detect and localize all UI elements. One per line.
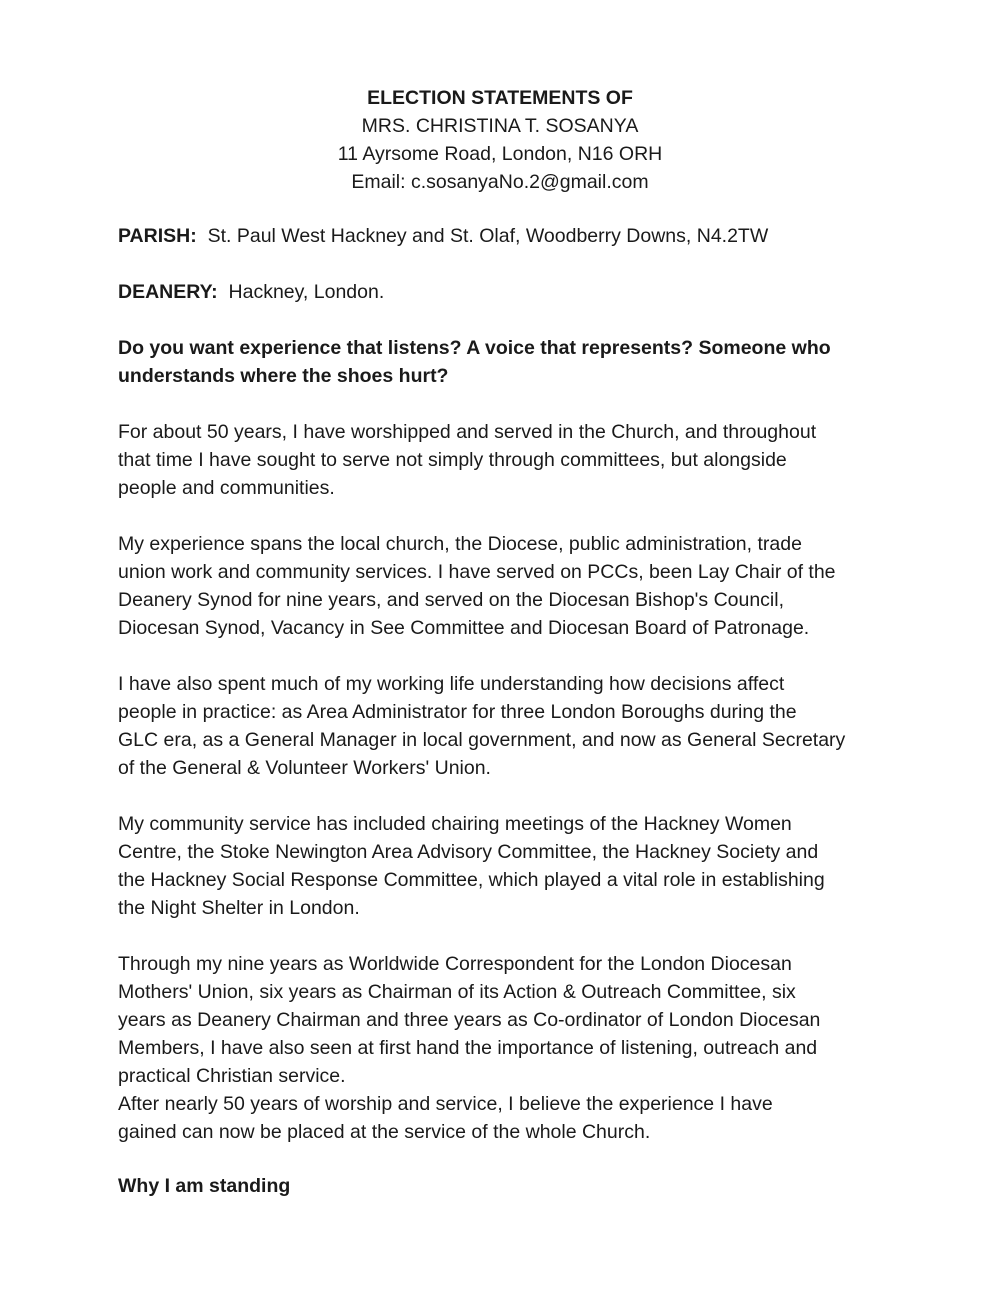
deanery-line <box>118 278 898 306</box>
paragraph-4 <box>118 810 898 922</box>
paragraph-line: the Hackney Social Response Committee, which played a vital role in establishing <box>118 869 825 891</box>
paragraph-line: of the General & Volunteer Workers' Union. <box>118 757 491 779</box>
candidate-name: MRS. CHRISTINA T. SOSANYA <box>361 115 639 137</box>
paragraph-line: years as Deanery Chairman and three years as Co-ordinator of London Diocesan <box>118 1009 821 1031</box>
paragraph-line: For about 50 years, I have worshipped and served in the Church, and throughout <box>118 421 817 443</box>
paragraph-line: practical Christian service. <box>118 1065 346 1087</box>
deanery-value: Hackney, London. <box>228 281 385 303</box>
paragraph-line: My community service has included chairing meetings of the Hackney Women <box>118 813 792 835</box>
paragraph-line: GLC era, as a General Manager in local government, and now as General Secretary <box>118 729 846 751</box>
candidate-address: 11 Ayrsome Road, London, N16 ORH <box>337 143 663 165</box>
paragraph-line: people and communities. <box>118 477 335 499</box>
paragraph-3 <box>118 670 898 782</box>
paragraph-line: the Night Shelter in London. <box>118 897 360 919</box>
paragraph-line: gained can now be placed at the service of the whole Church. <box>118 1121 651 1143</box>
paragraph-line: My experience spans the local church, the Diocese, public administration, trade <box>118 533 802 555</box>
paragraph-line: Diocesan Synod, Vacancy in See Committee and Diocesan Board of Patronage. <box>118 617 810 639</box>
paragraph-line: that time I have sought to serve not simply through committees, but alongside <box>118 449 787 471</box>
tagline-line-1: Do you want experience that listens? A voice that represents? Someone who <box>118 337 831 359</box>
paragraph-line: After nearly 50 years of worship and service, I believe the experience I have <box>118 1093 773 1115</box>
statement-title: ELECTION STATEMENTS OF <box>367 87 633 109</box>
paragraph-line: I have also spent much of my working life understanding how decisions affect <box>118 673 785 695</box>
paragraph-line: people in practice: as Area Administrator for three London Boroughs during the <box>118 701 797 723</box>
statement-header <box>0 84 1000 196</box>
paragraph-1 <box>118 418 898 502</box>
section-heading <box>118 1172 898 1200</box>
paragraph-2 <box>118 530 898 642</box>
candidate-email: Email: c.sosanyaNo.2@gmail.com <box>351 171 649 193</box>
parish-value: St. Paul West Hackney and St. Olaf, Woodberry Downs, N4.2TW <box>207 225 769 247</box>
paragraph-line: Members, I have also seen at first hand the importance of listening, outreach and <box>118 1037 818 1059</box>
tagline-line-2: understands where the shoes hurt? <box>118 365 449 387</box>
section-heading-text: Why I am standing <box>118 1175 291 1197</box>
parish-label: PARISH: <box>118 225 197 247</box>
parish-line <box>118 222 898 250</box>
deanery-label: DEANERY: <box>118 281 218 303</box>
tagline <box>118 334 898 390</box>
paragraph-line: union work and community services. I have served on PCCs, been Lay Chair of the <box>118 561 836 583</box>
paragraph-line: Mothers' Union, six years as Chairman of its Action & Outreach Committee, six <box>118 981 796 1003</box>
paragraph-line: Deanery Synod for nine years, and served on the Diocesan Bishop's Council, <box>118 589 785 611</box>
paragraph-line: Through my nine years as Worldwide Correspondent for the London Diocesan <box>118 953 792 975</box>
paragraph-line: Centre, the Stoke Newington Area Advisory Committee, the Hackney Society and <box>118 841 819 863</box>
paragraph-5 <box>118 950 898 1146</box>
